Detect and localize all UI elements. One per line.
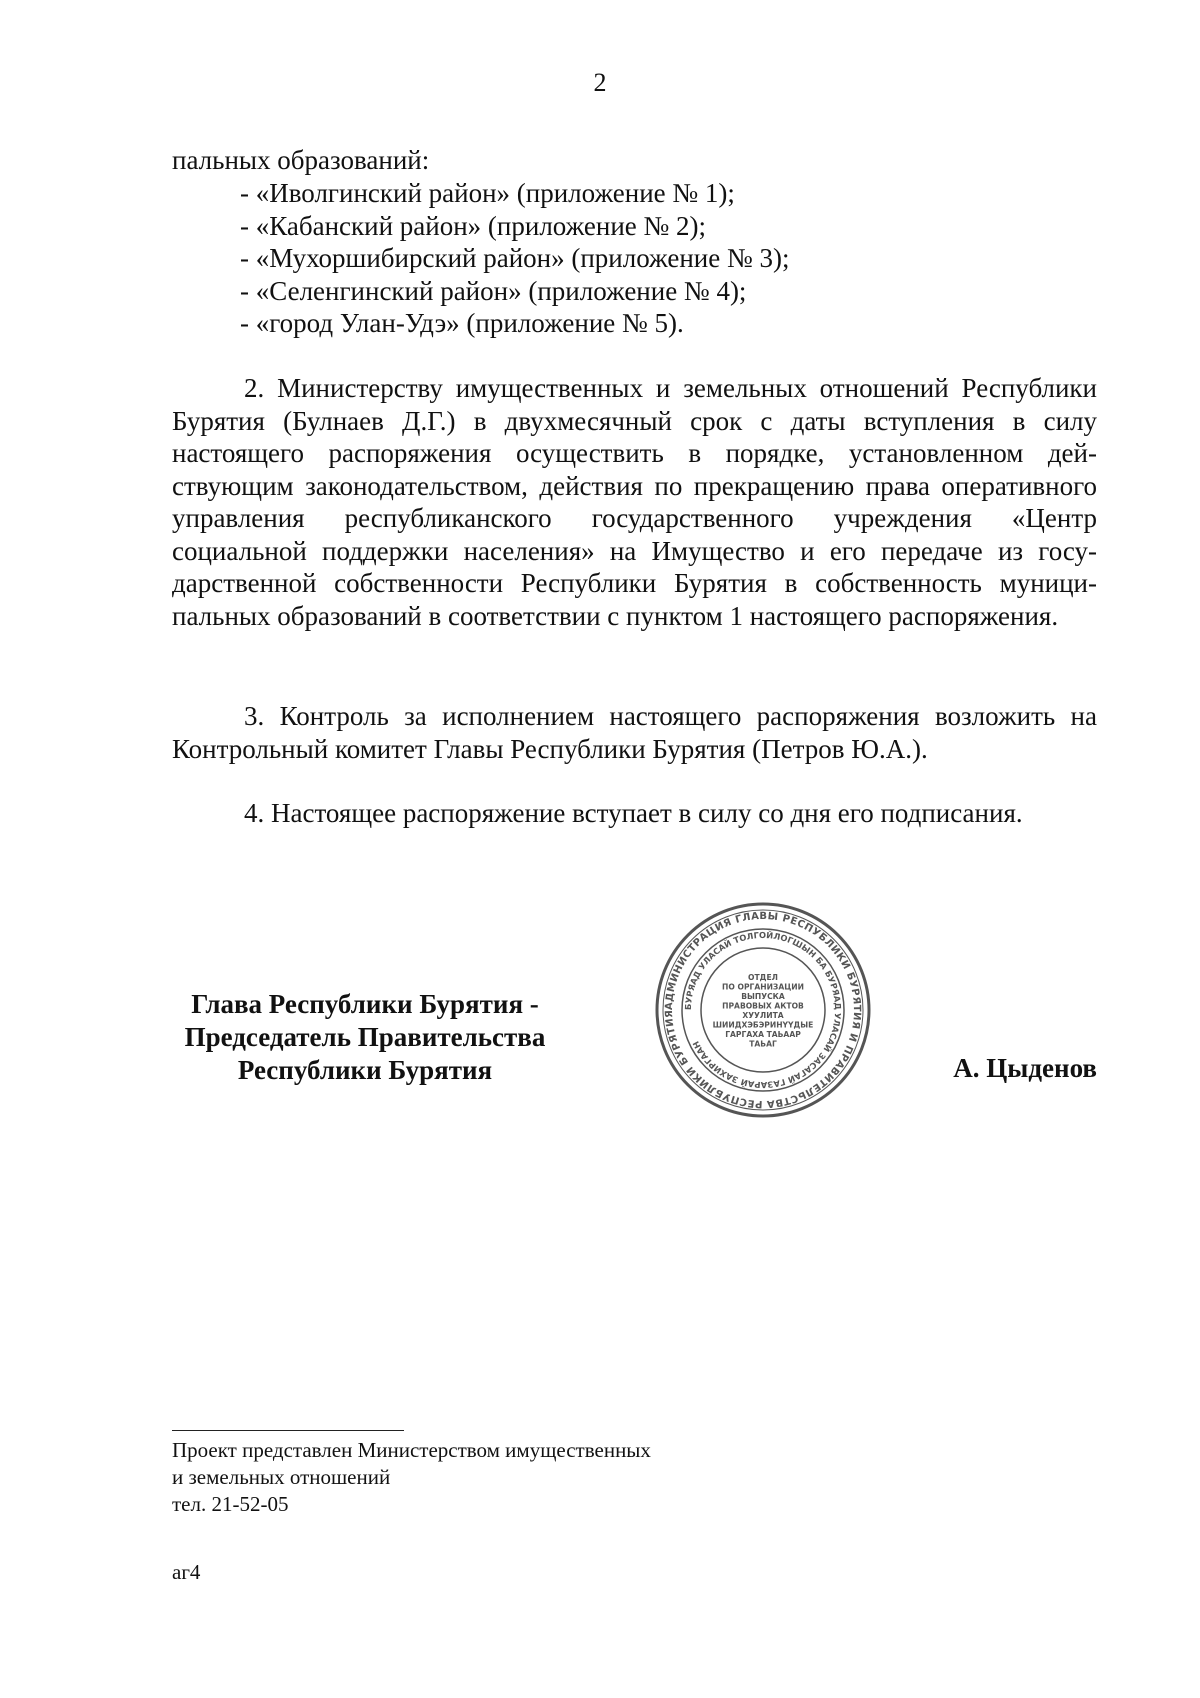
list-item: - «Селенгинский район» (приложение № 4); [240, 275, 747, 306]
stamp-seal [653, 900, 873, 1120]
paragraph-3: 3. Контроль за исполнением настоящего распоряжения возложить на Контрольный комитет Главы Республики Бурятия (Петров Ю.А.). [172, 701, 1097, 764]
signatory-name: А. Цыденов [953, 1053, 1097, 1083]
list-item: - «Мухоршибирский район» (приложение № 3); [240, 243, 790, 273]
footnote-line: и земельных отношений [172, 1465, 391, 1489]
stamp-center-line: ГАРГАХА ТАЬААР [725, 1029, 801, 1039]
stamp-center-line: ПО ОРГАНИЗАЦИИ [722, 982, 804, 992]
page-number: 2 [593, 68, 607, 97]
official-stamp [653, 900, 873, 1120]
list-item: - «город Улан-Удэ» (приложение № 5). [240, 308, 684, 338]
svg-text:АДМИНИСТРАЦИЯ ГЛАВЫ РЕСПУБЛИКИ: АДМИНИСТРАЦИЯ ГЛАВЫ РЕСПУБЛИКИ БУРЯТИЯ И ПРАВИТЕЛЬСТВА РЕСПУБЛИКИ БУРЯТИЯ [663, 910, 863, 1110]
footnote-line: Проект представлен Министерством имущественных [172, 1438, 651, 1462]
footnote-line: тел. 21-52-05 [172, 1492, 289, 1516]
footnote-divider [172, 1430, 404, 1431]
signatory-title [155, 988, 575, 1087]
document-code: аг4 [172, 1560, 201, 1584]
paragraph-2: 2. Министерству имущественных и земельных отношений Республики Бурятия (Булнаев Д.Г.) в двухмесячный срок с даты вступления в силу настоящего распоряжения осуществить в порядке, установленном действующим законодательством, действия по прекращению права оперативного управления республиканского государственного учреждения «Центр социальной поддержки населения» на Имущество и его передаче из государственной собственности Республики Бурятия в собственность муниципальных образований в соответствии с пунктом 1 настоящего распоряжения. [172, 373, 1097, 631]
intro-line: пальных образований: [172, 145, 430, 175]
stamp-center-line: ТАЬАГ [749, 1039, 777, 1049]
signatory-title-line: Председатель Правительства [184, 1022, 546, 1052]
municipality-list [240, 177, 1100, 340]
signatory-title-line: Республики Бурятия [237, 1055, 493, 1085]
footnote [172, 1437, 872, 1518]
stamp-center-line: ОТДЕЛ [748, 972, 778, 982]
stamp-center-line: ВЫПУСКА [741, 991, 785, 1001]
stamp-center-line: ХУУЛИТА [742, 1010, 784, 1020]
list-item: - «Иволгинский район» (приложение № 1); [240, 178, 735, 208]
svg-text:БУРЯАД УЛАСАЙ ТОЛГОЙЛОГШЫН БА: БУРЯАД УЛАСАЙ ТОЛГОЙЛОГШЫН БА БУРЯАД УЛАСАЙ ЗАСАГАЙ ГАЗАРАЙ ЗАХИРГААН [682, 929, 844, 1091]
stamp-center-line: ШИИДХЭБЭРИНҮҮДЫЕ [712, 1020, 814, 1030]
stamp-center-line: ПРАВОВЫХ АКТОВ [722, 1001, 804, 1011]
signatory-title-line: Глава Республики Бурятия - [191, 989, 539, 1019]
paragraph-4: 4. Настоящее распоряжение вступает в силу со дня его подписания. [244, 798, 1023, 828]
list-item: - «Кабанский район» (приложение № 2); [240, 210, 707, 241]
